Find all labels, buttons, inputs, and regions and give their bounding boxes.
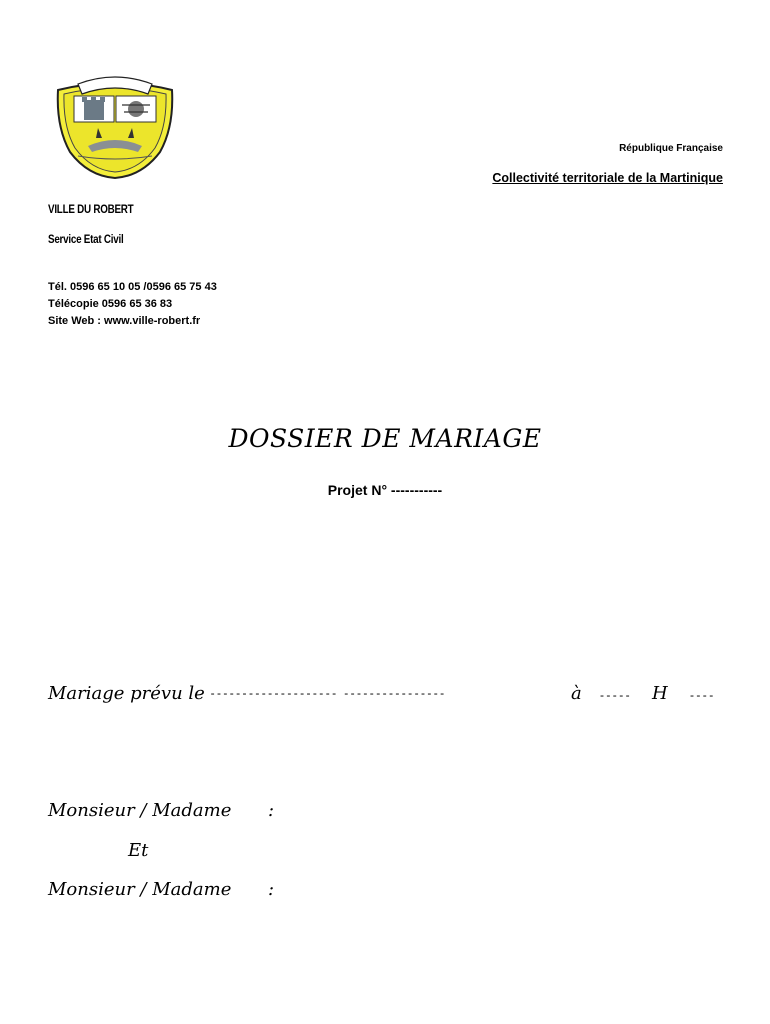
ville-name: VILLE DU ROBERT: [48, 202, 134, 216]
website-line: Site Web : www.ville-robert.fr: [48, 315, 201, 327]
mariage-date-line: [48, 683, 447, 704]
first-party-label: Monsieur / Madame: [48, 800, 232, 821]
time-a-label: à: [571, 683, 582, 704]
projet-number: Projet N° -----------: [327, 482, 443, 498]
first-party-colon: :: [268, 800, 275, 821]
hour-blank: ----: [690, 688, 716, 702]
time-a-blank: -----: [600, 688, 632, 702]
phone-line: Tél. 0596 65 10 05 /0596 65 75 43: [48, 281, 217, 293]
document-title: DOSSIER DE MARIAGE: [228, 424, 542, 453]
service-name: Service Etat Civil: [48, 232, 124, 246]
fax-line: Télécopie 0596 65 36 83: [48, 298, 173, 310]
collectivite-label: Collectivité territoriale de la Martinique: [492, 171, 723, 185]
city-crest-logo: [48, 72, 183, 182]
second-party-label: Monsieur / Madame: [48, 879, 232, 900]
second-party-colon: :: [268, 879, 275, 900]
republique-francaise-label: République Française: [619, 143, 723, 154]
contact-block: [48, 279, 217, 330]
date-blank: -------------------- ----------------: [210, 686, 447, 700]
connector-et: Et: [128, 840, 149, 861]
hour-label: H: [652, 683, 668, 704]
mariage-label: Mariage prévu le: [48, 683, 205, 704]
